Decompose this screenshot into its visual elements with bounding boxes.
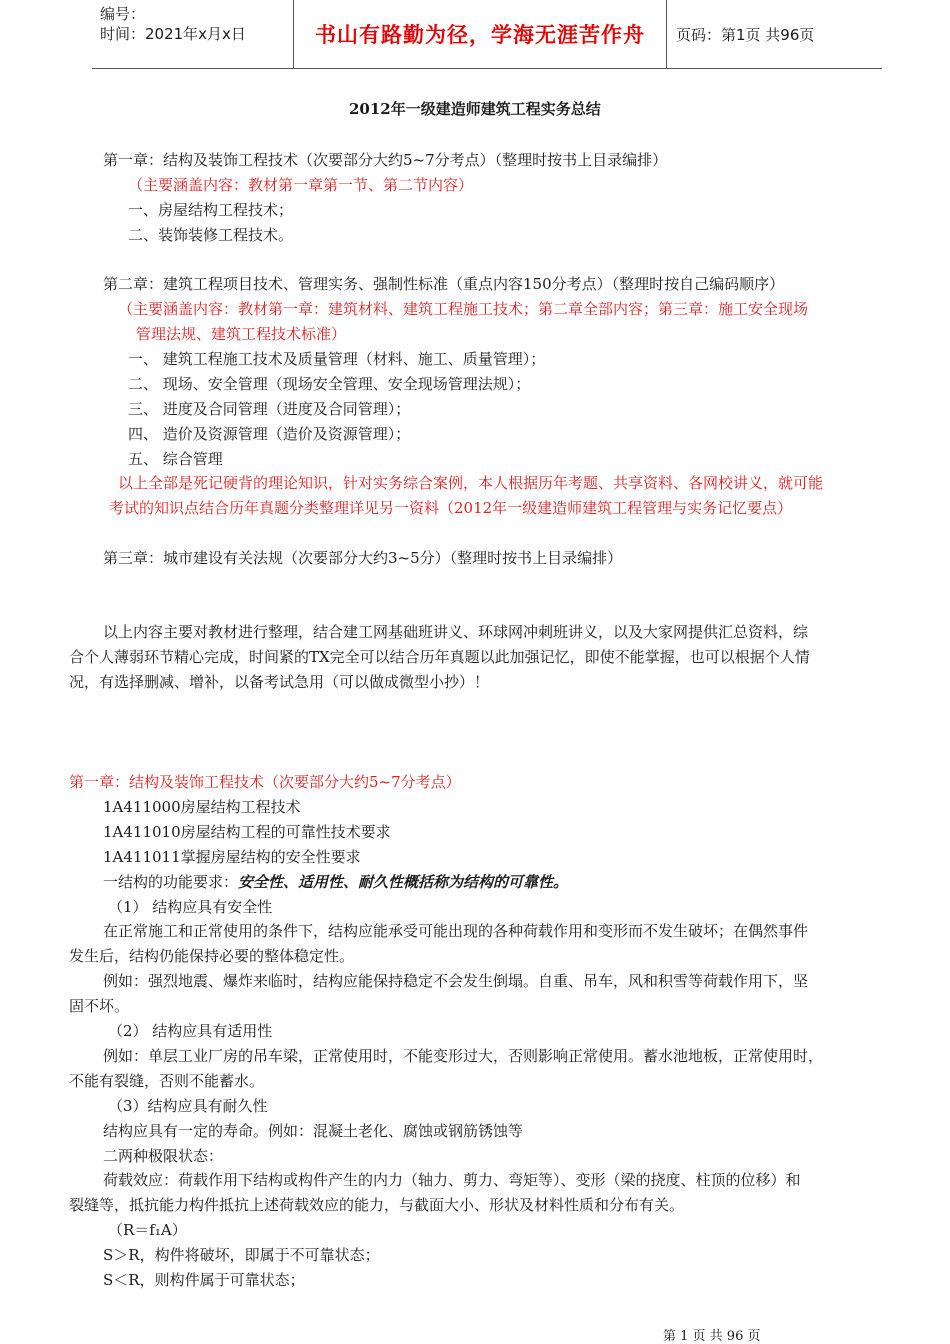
subheading: 二两种极限状态： [103,1147,224,1165]
chapter1-heading: 第一章：结构及装饰工程技术（次要部分大约5~7分考点） [69,773,461,791]
paragraph-cont: 固不坏。 [69,997,130,1015]
motto: 书山有路勤为径，学海无涯苦作舟 [315,23,645,47]
section-code: 1A411011掌握房屋结构的安全性要求 [103,848,361,866]
chapter2-coverage: （主要涵盖内容：教材第一章：建筑材料、建筑工程施工技术；第二章全部内容；第三章：施工安全现场 [118,300,809,318]
paragraph: 例如：强烈地震、爆炸来临时，结构应能保持稳定不会发生倒塌。自重、吊车，风和积雪等荷载作用下，坚 [103,972,809,990]
header-meta [92,0,292,68]
intro-paragraph-cont: 合个人薄弱环节精心完成，时间紧的TX完全可以结合历年真题以此加强记忆，即使不能掌握，也可以根据个人情 [69,648,810,666]
paragraph: S＜R，则构件属于可靠状态； [103,1271,305,1289]
subheading: （1） 结构应具有安全性 [108,898,273,916]
chapter1-overview: 第一章：结构及装饰工程技术（次要部分大约5~7分考点）（整理时按书上目录编排） [103,151,668,169]
intro-paragraph-cont: 况，有选择删减、增补，以备考试急用（可以做成微型小抄）！ [69,673,490,691]
intro-paragraph: 以上内容主要对教材进行整理，结合建工网基础班讲义、环球网冲刺班讲义，以及大家网提供汇总资料，综 [103,623,809,641]
reliability-definition: 安全性、适用性、耐久性概括称为结构的可靠性。 [238,873,569,891]
paragraph: 结构应具有一定的寿命。例如：混凝土老化、腐蚀或钢筋锈蚀等 [103,1122,524,1140]
paragraph: 例如：单层工业厂房的吊车梁，正常使用时，不能变形过大，否则影响正常使用。蓄水池地板，正常使用时， [103,1047,824,1065]
paragraph-cont: 不能有裂缝，否则不能蓄水。 [69,1072,265,1090]
function-requirements [103,872,568,892]
section-code: 1A411010房屋结构工程的可靠性技术要求 [103,823,391,841]
subheading: （2） 结构应具有适用性 [108,1022,273,1040]
note-red: 以上全部是死记硬背的理论知识，针对实务综合案例，本人根据历年考题、共享资料、各网校讲义，就可能 [118,474,824,492]
header-page-cell [666,0,882,68]
formula: （R＝f₁A） [108,1221,187,1239]
paragraph: 荷载效应：荷载作用下结构或构件产生的内力（轴力、剪力、弯矩等）、变形（梁的挠度、柱顶的位移）和 [103,1171,801,1189]
list-item: 一、 建筑工程施工技术及质量管理（材料、施工、质量管理）； [128,350,546,368]
chapter2-overview: 第二章：建筑工程项目技术、管理实务、强制性标准（重点内容150分考点）（整理时按自己编码顺序） [103,275,785,293]
paragraph-cont: 发生后，结构仍能保持必要的整体稳定性。 [69,947,355,965]
list-item: 四、 造价及资源管理（造价及资源管理）； [128,425,411,443]
chapter1-coverage: （主要涵盖内容：教材第一章第一节、第二节内容） [128,176,474,194]
subheading: （3）结构应具有耐久性 [108,1097,268,1115]
list-item: 二、 现场、安全管理（现场安全管理、安全现场管理法规）； [128,375,531,393]
date-line: 时间：2021年x月x日 [100,25,246,43]
chapter2-coverage-cont: 管理法规、建筑工程技术标准） [136,325,347,343]
list-item: 一、房屋结构工程技术； [128,201,294,219]
chapter3-overview: 第三章：城市建设有关法规（次要部分大约3~5分）（整理时按书上目录编排） [103,549,623,567]
doc-number-label: 编号： [100,5,146,23]
page-footer: 第 1 页 共 96 页 [663,1329,761,1344]
section-code: 1A411000房屋结构工程技术 [103,798,301,816]
function-label: 一结构的功能要求： [103,873,239,891]
page-header [92,0,882,69]
list-item: 二、装饰装修工程技术。 [128,226,294,244]
paragraph: 在正常施工和正常使用的条件下，结构应能承受可能出现的各种荷载作用和变形而不发生破坏；在偶然事件 [103,922,809,940]
page-info: 页码：第1页 共96页 [676,25,815,44]
document-title: 2012年一级建造师建筑工程实务总结 [349,100,601,118]
paragraph-cont: 裂缝等，抵抗能力构件抵抗上述荷载效应的能力，与截面大小、形状及材料性质和分布有关。 [69,1196,685,1214]
paragraph: S＞R，构件将破坏，即属于不可靠状态； [103,1246,380,1264]
list-item: 三、 进度及合同管理（进度及合同管理）； [128,400,411,418]
note-red-cont: 考试的知识点结合历年真题分类整理详见另一资料（2012年一级建造师建筑工程管理与实务记忆要点） [109,499,793,517]
header-motto-cell [293,0,667,68]
list-item: 五、 综合管理 [128,450,223,468]
